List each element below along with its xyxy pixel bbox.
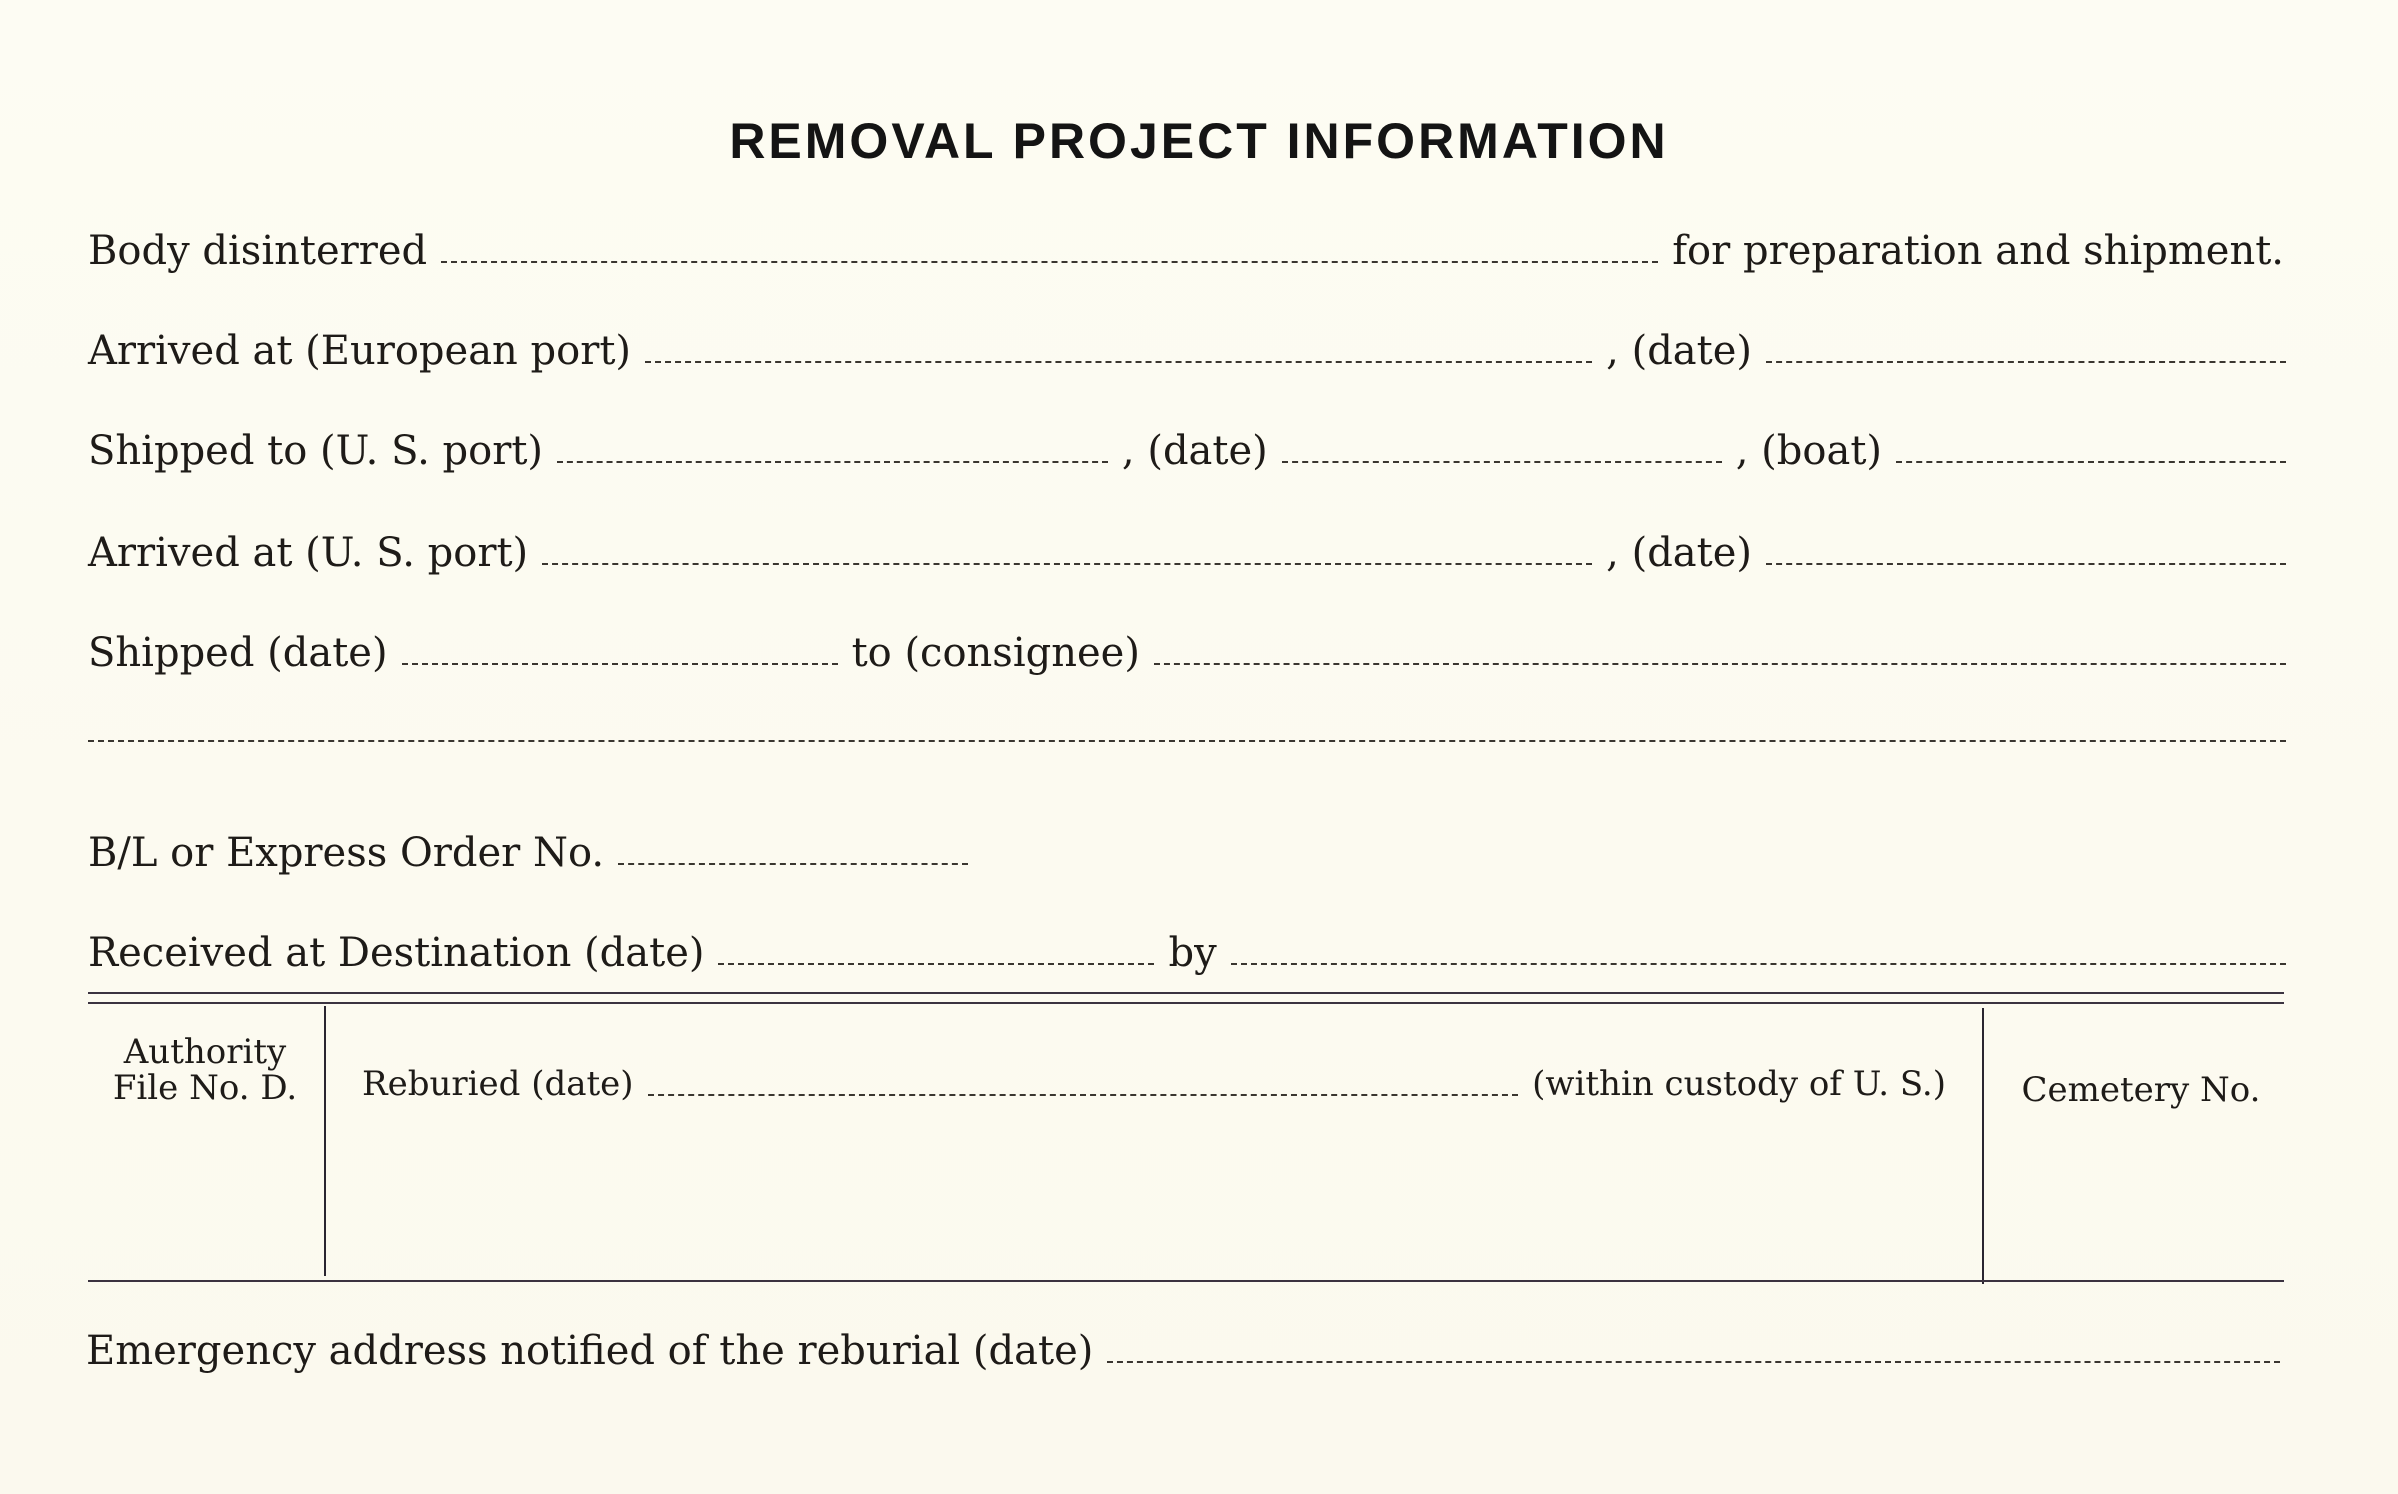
arrived-us-port-field[interactable] (542, 561, 1592, 565)
shipped-us-label: Shipped to (U. S. port) (88, 428, 543, 474)
emergency-row (86, 1328, 2286, 1374)
table-bottom-rule (88, 1280, 2284, 1282)
table-top-rule-1 (88, 992, 2284, 994)
authority-file-field[interactable] (100, 1110, 310, 1270)
received-date-field[interactable] (718, 961, 1154, 965)
consignee-label: to (consignee) (851, 630, 1140, 676)
body-disinterred-suffix: for preparation and shipment. (1672, 228, 2284, 274)
arrived-european-date-label: , (date) (1606, 328, 1752, 374)
body-disinterred-label: Body disinterred (88, 228, 428, 274)
shipped-us-row (88, 428, 2292, 474)
arrived-european-row (88, 328, 2292, 374)
consignee-continuation-field[interactable] (88, 738, 2286, 742)
body-disinterred-field[interactable] (441, 259, 1658, 263)
received-by-field[interactable] (1231, 961, 2286, 965)
custody-label: (within custody of U. S.) (1532, 1064, 1946, 1104)
authority-label-line1: Authority (123, 1032, 287, 1072)
shipped-us-boat-label: , (boat) (1735, 428, 1882, 474)
shipped-date-field[interactable] (402, 661, 838, 665)
us-port-field[interactable] (557, 459, 1108, 463)
emergency-date-field[interactable] (1107, 1359, 2280, 1363)
emergency-label: Emergency address notified of the reburial (date) (86, 1328, 1094, 1374)
boat-field[interactable] (1896, 459, 2286, 463)
bl-order-label: B/L or Express Order No. (88, 830, 605, 876)
form-title: REMOVAL PROJECT INFORMATION (729, 113, 1669, 169)
arrived-us-date-label: , (date) (1606, 530, 1752, 576)
cemetery-label: Cemetery No. (2021, 1070, 2261, 1110)
reburied-row (362, 1064, 1954, 1104)
table-top-rule-2 (88, 1002, 2284, 1004)
arrived-european-label: Arrived at (European port) (88, 328, 632, 374)
bl-order-row (88, 830, 2292, 876)
arrived-us-label: Arrived at (U. S. port) (88, 530, 529, 576)
consignee-field[interactable] (1154, 661, 2286, 665)
european-port-field[interactable] (645, 359, 1592, 363)
authority-label-line2: File No. D. (112, 1068, 298, 1108)
bl-order-field[interactable] (618, 861, 968, 865)
shipped-us-date-field[interactable] (1282, 459, 1722, 463)
received-row (88, 930, 2292, 976)
shipped-date-label: Shipped (date) (88, 630, 388, 676)
received-label: Received at Destination (date) (88, 930, 705, 976)
arrived-us-date-field[interactable] (1766, 561, 2286, 565)
cemetery-number-field[interactable] (1996, 1130, 2286, 1270)
reburied-label: Reburied (date) (362, 1064, 634, 1104)
body-disinterred-row (88, 228, 2292, 274)
shipped-date-row (88, 630, 2292, 676)
shipped-us-date-label: , (date) (1121, 428, 1268, 474)
authority-divider (324, 1006, 326, 1276)
arrived-us-row (88, 530, 2292, 576)
consignee-continuation-row (88, 728, 2292, 732)
authority-label (100, 1034, 310, 1106)
received-by-label: by (1168, 930, 1217, 976)
cemetery-divider (1982, 1008, 1984, 1284)
reburied-date-field[interactable] (648, 1092, 1519, 1096)
arrived-european-date-field[interactable] (1766, 359, 2286, 363)
